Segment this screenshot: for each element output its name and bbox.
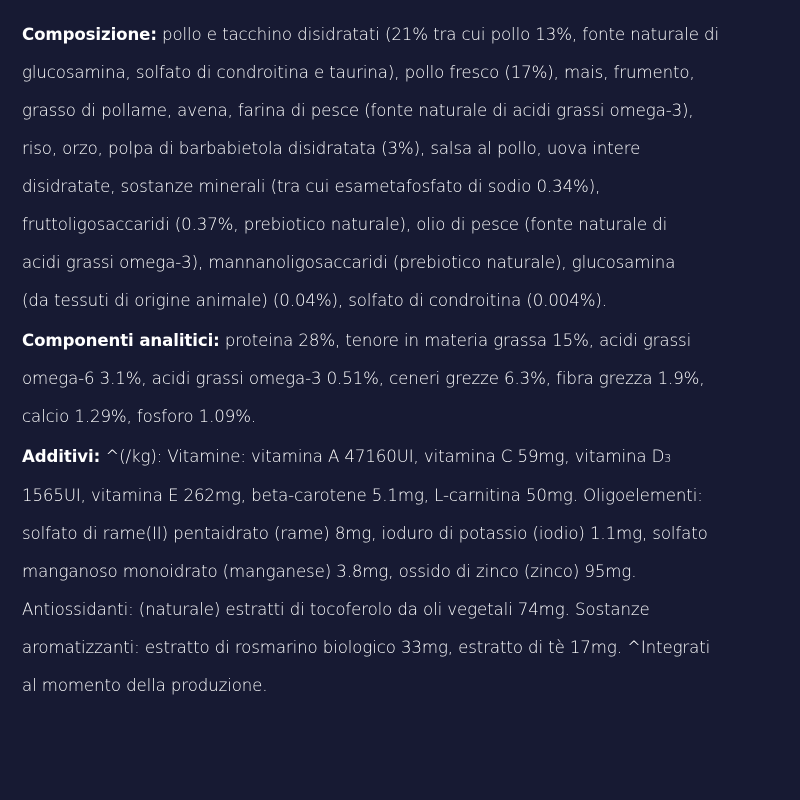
additivi-line-2: 1565UI, vitamina E 262mg, beta-carotene 5.1mg, L-carnitina 50mg. Oligoelementi: <box>22 486 703 505</box>
composizione-line-3: grasso di pollame, avena, farina di pesce (fonte naturale di acidi grassi omega-3), <box>22 101 694 120</box>
additivi-line-4: manganoso monoidrato (manganese) 3.8mg, ossido di zinco (zinco) 95mg. <box>22 562 637 581</box>
additivi-line-6: aromatizzanti: estratto di rosmarino biologico 33mg, estratto di tè 17mg. ^Integrati <box>22 638 711 657</box>
subscript-3: 3 <box>664 452 672 465</box>
composizione-label: Composizione: <box>22 25 157 44</box>
composizione-text: pollo e tacchino disidratati (21% tra cui pollo 13%, fonte naturale di <box>156 25 719 44</box>
componenti-line-2: omega-6 3.1%, acidi grassi omega-3 0.51%, ceneri grezze 6.3%, fibra grezza 1.9%, <box>22 369 705 388</box>
composizione-line-7: acidi grassi omega-3), mannanoligosaccaridi (prebiotico naturale), glucosamina <box>22 253 676 272</box>
composizione-line-2: glucosamina, solfato di condroitina e taurina), pollo fresco (17%), mais, frumento, <box>22 63 695 82</box>
composizione-line-1 <box>22 25 719 45</box>
additivi-text: ^(/kg): Vitamine: vitamina A 47160UI, vitamina C 59mg, vitamina D <box>100 447 665 466</box>
additivi-line-7: al momento della produzione. <box>22 676 268 695</box>
composizione-line-5: disidratate, sostanze minerali (tra cui esametafosfato di sodio 0.34%), <box>22 177 601 196</box>
componenti-text: proteina 28%, tenore in materia grassa 15%, acidi grassi <box>219 331 692 350</box>
composizione-line-4: riso, orzo, polpa di barbabietola disidratata (3%), salsa al pollo, uova intere <box>22 139 641 158</box>
additivi-line-3: solfato di rame(II) pentaidrato (rame) 8mg, ioduro di potassio (iodio) 1.1mg, solfato <box>22 524 708 543</box>
composizione-line-6: fruttoligosaccaridi (0.37%, prebiotico naturale), olio di pesce (fonte naturale di <box>22 215 668 234</box>
componenti-label: Componenti analitici: <box>22 331 220 350</box>
componenti-line-1 <box>22 331 691 351</box>
additivi-line-5: Antiossidanti: (naturale) estratti di tocoferolo da oli vegetali 74mg. Sostanze <box>22 600 650 619</box>
componenti-line-3: calcio 1.29%, fosforo 1.09%. <box>22 407 257 426</box>
additivi-line-1 <box>22 447 671 469</box>
additivi-label: Additivi: <box>22 447 101 466</box>
composizione-line-8: (da tessuti di origine animale) (0.04%), solfato di condroitina (0.004%). <box>22 291 607 310</box>
